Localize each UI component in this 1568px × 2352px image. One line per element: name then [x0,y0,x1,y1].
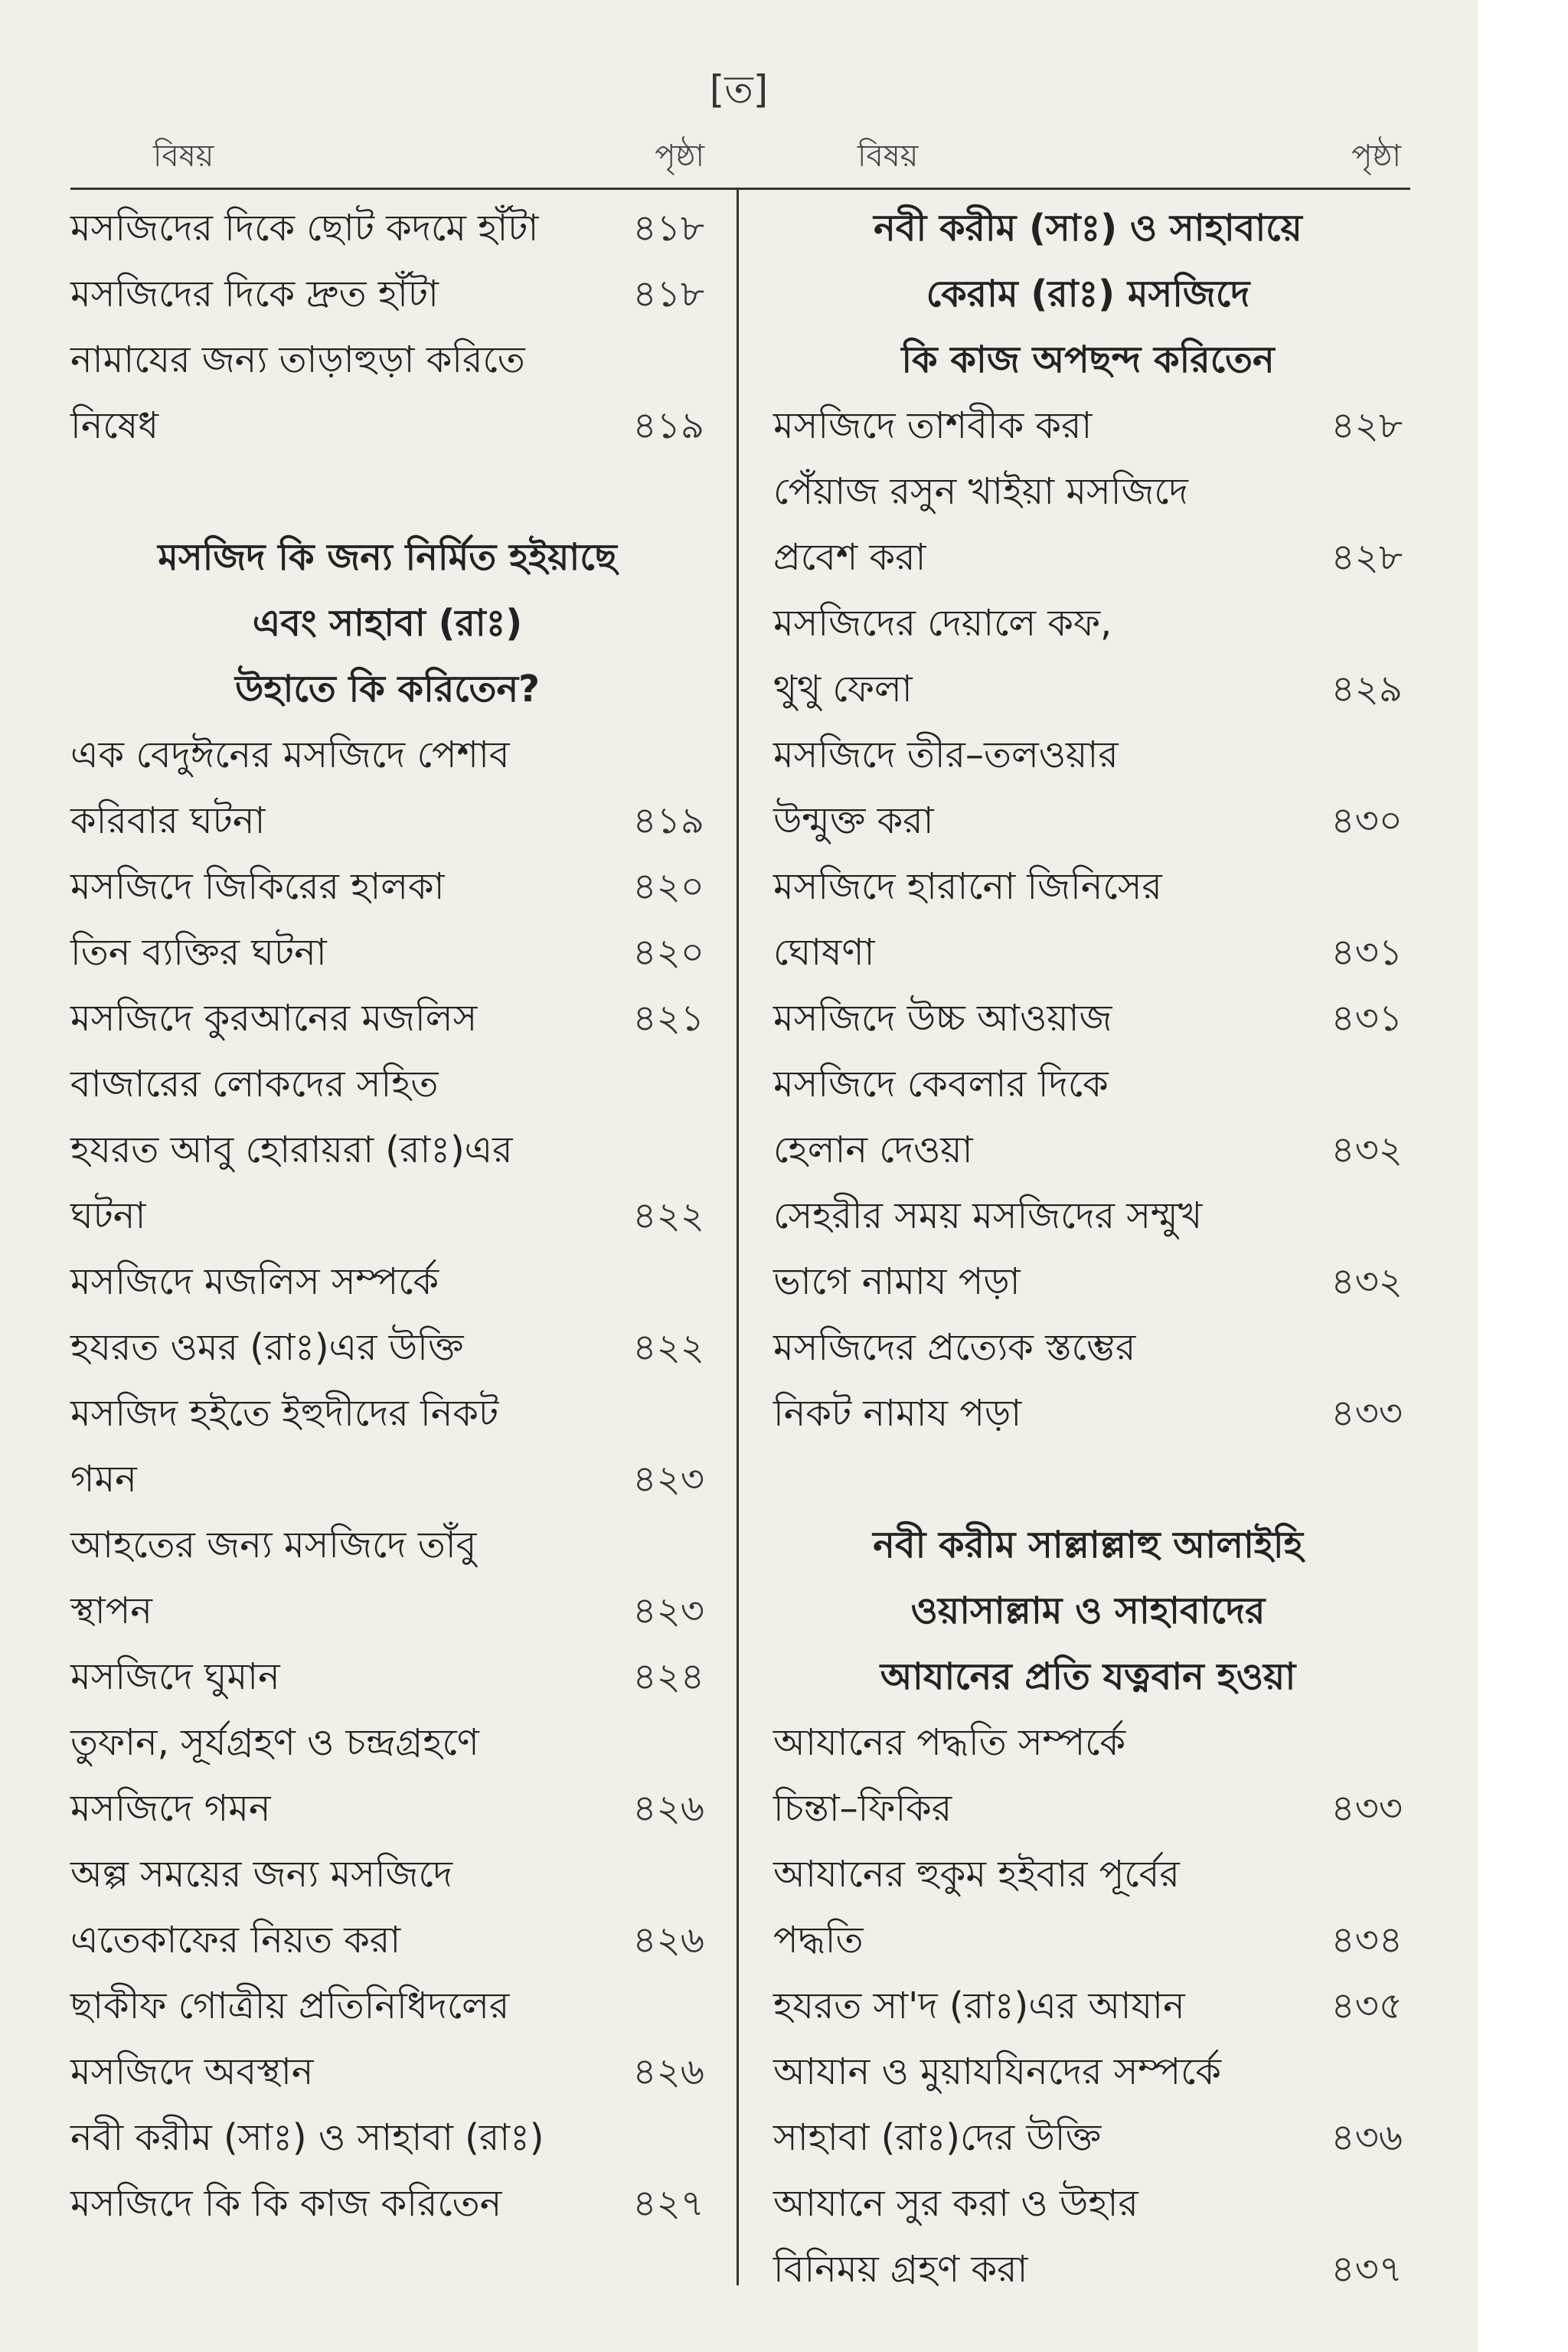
section-heading [773,327,1403,393]
entry-title: হযরত সা'দ (রাঃ)এর আযান [773,1984,1185,2027]
header-rule [70,188,1410,190]
entry-title: নিষেধ [70,404,159,447]
entry-title: মসজিদের দিকে দ্রুত হাঁটা [70,273,439,315]
toc-entry [70,2171,704,2236]
entry-title: ঘোষণা [773,931,875,974]
entry-title: নামাযের জন্য তাড়াহুড়া করিতে [70,338,525,381]
toc-entry [773,985,1403,1051]
subject-header: বিষয় [858,139,919,174]
heading-text: আযানের প্রতি যত্নবান হওয়া [880,1655,1296,1698]
toc-entry [773,524,1403,590]
toc-entry [70,1051,704,1117]
entry-page-number: ৪২১ [632,997,704,1040]
toc-entry [773,920,1403,985]
entry-title: মসজিদে অবস্থান [70,2050,314,2093]
heading-text: কেরাম (রাঃ) মসজিদে [926,273,1250,315]
entry-page-number: ৪১৮ [632,273,704,315]
toc-entry [773,2236,1403,2302]
entry-page-number: ৪১৮ [632,207,704,250]
toc-entry [773,1183,1403,1249]
entry-title: ভাগে নামায পড়া [773,1260,1021,1303]
entry-title: আহতের জন্য মসজিদে তাঁবু [70,1524,477,1566]
toc-entry [70,722,704,788]
entry-page-number: ৪৩২ [1331,1260,1403,1303]
toc-entry [773,2171,1403,2236]
toc-entry [773,788,1403,854]
entry-title: হযরত আবু হোরায়রা (রাঃ)এর [70,1129,513,1171]
section-gap [70,459,704,524]
section-heading [70,656,704,722]
entry-title: নবী করীম (সাঃ) ও সাহাবা (রাঃ) [70,2116,544,2159]
toc-entry [773,590,1403,656]
entry-page-number: ৪২৭ [632,2182,704,2225]
entry-title: তুফান, সূর্যগ্রহণ ও চন্দ্রগ্রহণে [70,1721,479,1764]
toc-entry [70,1380,704,1446]
toc-entry [70,2105,704,2171]
section-heading [773,261,1403,327]
entry-title: আযানের হুকুম হইবার পূর্বের [773,1853,1180,1896]
entry-page-number: ৪৩৩ [1331,1392,1403,1435]
entry-title: পদ্ধতি [773,1919,864,1962]
entry-page-number: ৪২৬ [632,1787,704,1830]
entry-page-number: ৪২৯ [1331,668,1403,710]
entry-title: মসজিদে ঘুমান [70,1655,280,1698]
entry-title: এক বেদুঈনের মসজিদে পেশাব [70,733,510,776]
toc-entry [773,656,1403,722]
entry-title: মসজিদে কেবলার দিকে [773,1063,1109,1106]
toc-entry [773,1775,1403,1841]
entry-page-number: ৪৩১ [1331,997,1403,1040]
entry-title: মসজিদে উচ্চ আওয়াজ [773,997,1112,1040]
toc-entry [70,327,704,393]
toc-entry [773,1973,1403,2039]
toc-entry [773,1315,1403,1380]
entry-title: বাজারের লোকদের সহিত [70,1063,439,1106]
section-heading [70,590,704,656]
entry-title: মসজিদে কি কি কাজ করিতেন [70,2182,502,2225]
entry-title: সাহাবা (রাঃ)দের উক্তি [773,2116,1102,2159]
toc-entry [70,1710,704,1775]
entry-title: আযানের পদ্ধতি সম্পর্কে [773,1721,1126,1764]
entry-title: বিনিময় গ্রহণ করা [773,2248,1028,2291]
heading-text: নবী করীম (সাঃ) ও সাহাবায়ে [874,207,1302,250]
right-column-header [858,132,1401,178]
entry-title: মসজিদের দিকে ছোট কদমে হাঁটা [70,207,539,250]
toc-entry [773,1051,1403,1117]
entry-title: মসজিদে তীর–তলওয়ার [773,733,1119,776]
section-gap [773,1446,1403,1512]
toc-entry [70,1644,704,1710]
toc-entry [70,1907,704,1973]
entry-page-number: ৪২৮ [1331,404,1403,447]
toc-entry [70,1249,704,1315]
toc-entry [773,393,1403,459]
entry-page-number: ৪২৮ [1331,536,1403,579]
right-column [773,195,1403,2302]
entry-title: উন্মুক্ত করা [773,799,934,842]
left-column [70,195,704,2236]
toc-entry [773,2105,1403,2171]
toc-entry [70,1775,704,1841]
section-heading [70,524,704,590]
toc-entry [773,459,1403,524]
entry-page-number: ৪২০ [632,931,704,974]
entry-title: ছাকীফ গোত্রীয় প্রতিনিধিদলের [70,1984,510,2027]
section-heading [773,195,1403,261]
entry-title: পেঁয়াজ রসুন খাইয়া মসজিদে [773,470,1188,513]
toc-entry [773,1249,1403,1315]
heading-text: উহাতে কি করিতেন? [234,668,541,710]
entry-page-number: ৪১৯ [632,404,704,447]
entry-title: নিকট নামায পড়া [773,1392,1022,1435]
entry-title: আযান ও মুয়াযযিনদের সম্পর্কে [773,2050,1221,2093]
section-heading [773,1578,1403,1644]
toc-entry [70,985,704,1051]
toc-entry [70,1973,704,2039]
entry-title: স্থাপন [70,1589,152,1632]
toc-entry [773,2039,1403,2105]
entry-title: গমন [70,1458,137,1501]
entry-page-number: ৪৩৫ [1331,1984,1403,2027]
heading-text: নবী করীম সাল্লাল্লাহু আলাইহি [873,1524,1303,1566]
toc-entry [70,1578,704,1644]
heading-text: মসজিদ কি জন্য নির্মিত হইয়াছে [158,536,617,579]
heading-text: ওয়াসাল্লাম ও সাহাবাদের [910,1589,1266,1632]
entry-page-number: ৪২৩ [632,1458,704,1501]
toc-entry [70,788,704,854]
entry-page-number: ৪২৬ [632,1919,704,1962]
toc-entry [773,1117,1403,1183]
entry-title: মসজিদের প্রত্যেক স্তম্ভের [773,1326,1136,1369]
entry-title: এতেকাফের নিয়ত করা [70,1919,401,1962]
entry-page-number: ৪৩২ [1331,1129,1403,1171]
entry-title: ঘটনা [70,1194,146,1237]
entry-title: হেলান দেওয়া [773,1129,973,1171]
entry-title: মসজিদে তাশবীক করা [773,404,1093,447]
left-column-header [153,132,704,178]
entry-page-number: ৪৩৪ [1331,1919,1403,1962]
toc-entry [70,854,704,920]
toc-entry [773,722,1403,788]
entry-title: চিন্তা–ফিকির [773,1787,952,1830]
entry-page-number: ৪৩৬ [1331,2116,1403,2159]
toc-entry [70,2039,704,2105]
toc-entry [70,920,704,985]
entry-title: মসজিদে গমন [70,1787,271,1830]
entry-page-number: ৪২২ [632,1326,704,1369]
section-heading [773,1512,1403,1578]
section-heading [773,1644,1403,1710]
entry-page-number: ৪২৩ [632,1589,704,1632]
toc-entry [70,393,704,459]
toc-entry [773,1710,1403,1775]
entry-title: মসজিদে মজলিস সম্পর্কে [70,1260,439,1303]
entry-page-number: ৪২৬ [632,2050,704,2093]
entry-title: তিন ব্যক্তির ঘটনা [70,931,327,974]
entry-title: হযরত ওমর (রাঃ)এর উক্তি [70,1326,464,1369]
entry-page-number: ৪৩৩ [1331,1787,1403,1830]
page-number: [ত] [709,67,769,112]
toc-entry [773,1907,1403,1973]
heading-text: এবং সাহাবা (রাঃ) [252,602,523,645]
entry-title: থুথু ফেলা [773,668,913,710]
toc-entry [70,1117,704,1183]
entry-title: মসজিদের দেয়ালে কফ, [773,602,1112,645]
entry-title: সেহরীর সময় মসজিদের সম্মুখ [773,1194,1203,1237]
column-divider [737,188,739,2285]
toc-entry [773,854,1403,920]
entry-page-number: ৪২২ [632,1194,704,1237]
toc-entry [70,1183,704,1249]
page-header: পৃষ্ঠা [655,139,704,174]
entry-page-number: ৪৩৭ [1331,2248,1403,2291]
entry-page-number: ৪১৯ [632,799,704,842]
subject-header: বিষয় [153,139,214,174]
entry-page-number: ৪২৪ [632,1655,704,1698]
entry-page-number: ৪৩০ [1331,799,1403,842]
entry-title: মসজিদ হইতে ইহুদীদের নিকট [70,1392,499,1435]
entry-title: মসজিদে হারানো জিনিসের [773,865,1162,908]
toc-entry [70,195,704,261]
heading-text: কি কাজ অপছন্দ করিতেন [901,338,1275,381]
entry-title: আযানে সুর করা ও উহার [773,2182,1138,2225]
toc-entry [773,1841,1403,1907]
toc-entry [70,1512,704,1578]
entry-title: মসজিদে জিকিরের হালকা [70,865,445,908]
toc-entry [70,1446,704,1512]
toc-entry [773,1380,1403,1446]
entry-page-number: ৪২০ [632,865,704,908]
toc-entry [70,1841,704,1907]
page-header: পৃষ্ঠা [1351,139,1401,174]
toc-entry [70,261,704,327]
entry-title: মসজিদে কুরআনের মজলিস [70,997,478,1040]
entry-title: প্রবেশ করা [773,536,926,579]
entry-page-number: ৪৩১ [1331,931,1403,974]
entry-title: করিবার ঘটনা [70,799,266,842]
entry-title: অল্প সময়ের জন্য মসজিদে [70,1853,452,1896]
toc-entry [70,1315,704,1380]
